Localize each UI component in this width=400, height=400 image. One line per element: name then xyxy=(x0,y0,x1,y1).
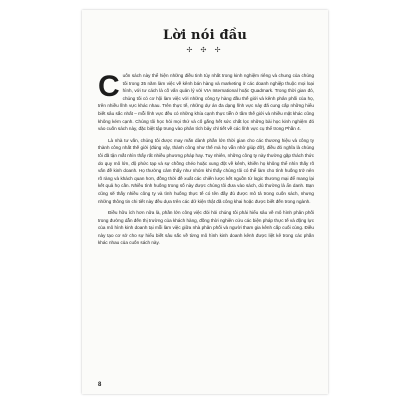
paragraph-1-text: uốn sách này thể hiện những điều tinh túy nhất trong kinh nghiệm riêng và chung của chúng tôi trong 35 năm làm việc về kênh bán hàng và marketing ở các doanh nghiệp thuộc mọi loại hình, với tư cách là cố vấn quản lý với VIA International hoặc Quadmark. Trong thời gian đó, chúng tôi có cơ hội làm việc với những công ty hàng đầu thế giới và kênh phân phối của họ, trên nhiều lĩnh vực khác nhau. Trên thực tế, những dự án đa dạng lĩnh vực này đã cung cấp những hiểu biết sâu sắc nhất – mỗi lĩnh vực đều có những khía cạnh thực tiễn ở tầm thế giới và nhiều mặt khác cũng không kém cạnh. Chúng tôi học hỏi mọi thứ và cố gắng hết sức chắt lọc những bài học kinh nghiệm đó vào cuốn sách này, đặc biệt tập trung vào phân tích bảy chỉ tiết về các lĩnh vực cụ thể trong Phần 4. xyxy=(98,73,314,132)
paragraph-1 xyxy=(98,72,314,133)
paragraph-3: Điều hữu ích hơn nữa là, phần lớn công việc đòi hỏi chúng tôi phải hiểu sâu về mô hình phân phối trong đường dẫn đến thị trường của khách hàng, đồng thời nghiên cứu các biện pháp thực tế và động lực của mô hình kinh doanh tại mỗi làm việc giữa nhà phân phối và người tham gia kênh cấp cuối cùng. Điều này tạo cơ sở cho sự hiểu biết sâu sắc về từng mô hình kinh doanh kênh được liệt kê trong các phần khác nhau của cuốn sách này. xyxy=(98,210,314,246)
body-text xyxy=(98,72,314,251)
ornament-divider: ✢ ✣ ✢ xyxy=(186,46,224,54)
book-page xyxy=(82,10,328,394)
page-number: 8 xyxy=(98,382,102,388)
page-title: Lời nói đầu xyxy=(162,28,248,43)
drop-cap: C xyxy=(98,70,120,103)
paragraph-2: Là nhà tư vấn, chúng tôi được may mắn dành phần lớn thời gian cho các thương hiệu và công ty thành công nhất thế giới (đúng vậy, thành công như thế mà họ vẫn nhờ giúp đỡ), điều đó nghĩa là chúng tôi đã tận mắt nhìn thấy rất nhiều phương pháp hay. Tuy nhiên, những công ty này thường gặp thách thức do quy mô lớn, độ phức tạp và sự chồng chéo hoặc xung đột về kênh, khiến họ không thể nhìn thấy rõ vấn đề kinh doanh. Họ thường cảm thấy như nhóm khi thấy chúng tôi có thể làm cho tình huống trở nên rõ ràng và khách quan hơn, đồng thời đề xuất các chiến lược kết nguồn từ logic thương mại để mang lại kết quả họ cần. Nhiều tình huống trong số này được chúng tôi đưa vào sách, dù thường là ẩn danh. Bạn cũng sẽ thấy nhiều công ty và tình huống thực tế có tên đầy đủ được mô tả trong cuốn sách, nhưng những thông tin chi tiết này đều dựa trên các dữ kiện thật đã công khai hoặc được biết đến trong ngành. xyxy=(98,137,314,204)
